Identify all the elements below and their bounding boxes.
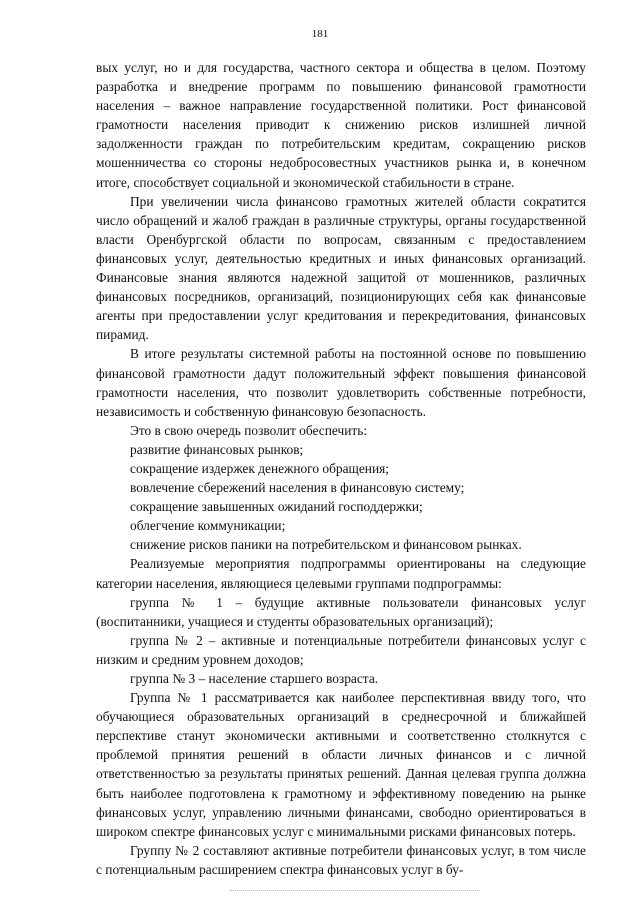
target-group-item: группа № 2 – активные и потенциальные потребители финансовых услуг с низким и средним уровнем доходов; bbox=[96, 632, 586, 667]
document-body bbox=[96, 58, 586, 879]
benefit-item: сокращение издержек денежного обращения; bbox=[130, 460, 389, 476]
paragraph-group-2: Группу № 2 составляют активные потребители финансовых услуг, в том числе с потенциальным расширением спектра финансовых услуг в бу- bbox=[96, 842, 586, 877]
target-group-item: группа № 1 – будущие активные пользователи финансовых услуг (воспитанники, учащиеся и студенты образовательных организаций); bbox=[96, 594, 586, 629]
target-group-item: группа № 3 – население старшего возраста. bbox=[130, 671, 379, 686]
benefits-list bbox=[96, 440, 586, 555]
benefit-item: вовлечение сбережений населения в финансовую систему; bbox=[130, 480, 465, 496]
target-groups-list bbox=[96, 593, 586, 688]
paragraph-financial-literacy-importance: вых услуг, но и для государства, частного сектора и общества в целом. Поэтому разработка и внедрение программ по повышению финансовой грамотности населения – важное направление государственной политики. Рост финансовой грамотности населения приводит к снижению рисков излишней личной задолженности граждан по потребительским кредитам, сокращению рисков мошенничества со стороны недобросовестных участников рынка и, в конечном итоге, способствует социальной и экономической стабильности в стране. bbox=[96, 60, 586, 190]
benefit-item: облегчение коммуникации; bbox=[130, 518, 286, 534]
paragraph-benefits-intro: Это в свою очередь позволит обеспечить: bbox=[130, 422, 368, 438]
page-number: 181 bbox=[311, 28, 329, 40]
benefit-item: сокращение завышенных ожиданий господдержки; bbox=[130, 499, 423, 515]
benefit-item: снижение рисков паники на потребительском и финансовом рынках. bbox=[130, 537, 522, 553]
paragraph-fewer-complaints: При увеличении числа финансово грамотных жителей области сократится число обращений и жалоб граждан в различные структуры, органы государственной власти Оренбургской области по вопросам, связанным с предоставлением финансовых услуг, деятельностью кредитных и иных финансовых организаций. Финансовые знания являются надежной защитой от мошенников, различных финансовых посредников, организаций, позиционирующих себя как финансовые агенты при предоставлении услуг кредитования и перекредитования, финансовых пирамид. bbox=[96, 193, 586, 343]
footer-rule bbox=[230, 890, 480, 891]
paragraph-group-1: Группа № 1 рассматривается как наиболее перспективная ввиду того, что обучающиеся образовательных организаций в среднесрочной и ближайшей перспективе станут экономически активными и соответственно столкнутся с проблемой принятия решений в области личных финансов и с личной ответственностью за результаты принятых решений. Данная целевая группа должна быть наиболее подготовлена к грамотному и эффективному поведению на рынке финансовых услуг, управлению личными финансами, свободно ориентироваться в широком спектре финансовых услуг с минимальными рисками финансовых потерь. bbox=[96, 690, 586, 839]
benefit-item: развитие финансовых рынков; bbox=[130, 441, 304, 457]
paragraph-results: В итоге результаты системной работы на постоянной основе по повышению финансовой грамотности дадут положительный эффект повышения финансовой грамотности населения, что позволит удовлетворить собственные потребности, независимость и собственную финансовую безопасность. bbox=[96, 346, 586, 419]
paragraph-target-groups-intro: Реализуемые мероприятия подпрограммы ориентированы на следующие категории населения, являющиеся целевыми группами подпрограммы: bbox=[96, 556, 586, 591]
